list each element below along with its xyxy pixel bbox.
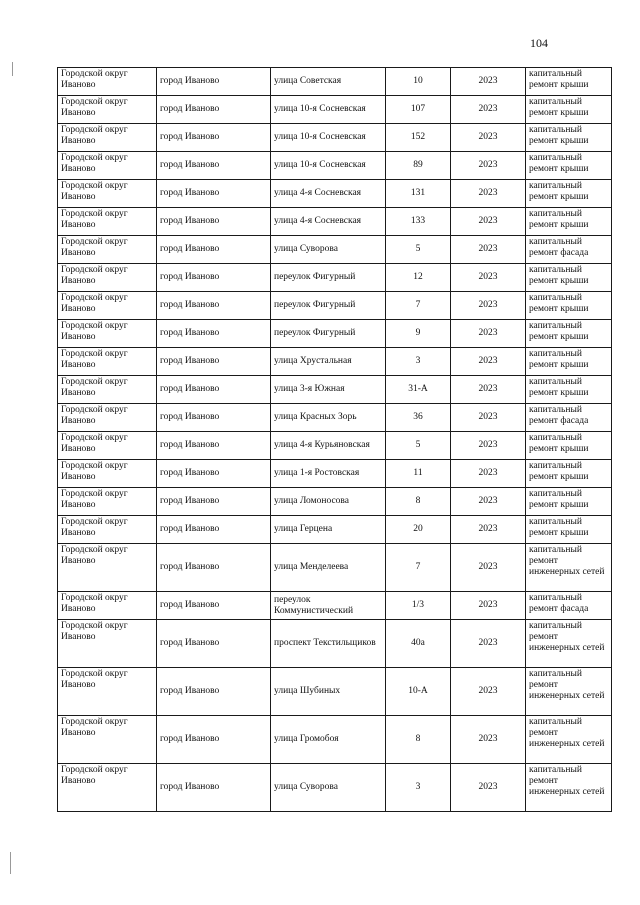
- city-cell: город Иваново: [157, 716, 271, 764]
- district-cell: Городской округ Иваново: [58, 320, 157, 348]
- work-type-cell: капитальный ремонт инженерных сетей: [526, 544, 612, 592]
- house-number-cell: 133: [386, 208, 451, 236]
- house-number-cell: 5: [386, 236, 451, 264]
- street-cell: улица 10-я Сосневская: [271, 96, 386, 124]
- street-cell: улица 4-я Курьяновская: [271, 432, 386, 460]
- district-cell: Городской округ Иваново: [58, 764, 157, 812]
- house-number-cell: 7: [386, 544, 451, 592]
- table-row: [58, 544, 612, 592]
- table-row: [58, 292, 612, 320]
- work-type-cell: капитальный ремонт крыши: [526, 96, 612, 124]
- work-type-cell: капитальный ремонт крыши: [526, 376, 612, 404]
- district-cell: Городской округ Иваново: [58, 432, 157, 460]
- street-cell: улица Суворова: [271, 236, 386, 264]
- street-cell: переулок Фигурный: [271, 320, 386, 348]
- street-cell: улица Суворова: [271, 764, 386, 812]
- table-row: [58, 488, 612, 516]
- district-cell: Городской округ Иваново: [58, 716, 157, 764]
- year-cell: 2023: [451, 488, 526, 516]
- work-type-cell: капитальный ремонт инженерных сетей: [526, 716, 612, 764]
- work-type-cell: капитальный ремонт крыши: [526, 516, 612, 544]
- street-cell: улица 10-я Сосневская: [271, 152, 386, 180]
- table-row: [58, 764, 612, 812]
- table-row: [58, 620, 612, 668]
- work-type-cell: капитальный ремонт фасада: [526, 592, 612, 620]
- table-row: [58, 180, 612, 208]
- year-cell: 2023: [451, 180, 526, 208]
- work-type-cell: капитальный ремонт крыши: [526, 348, 612, 376]
- street-cell: улица Громобоя: [271, 716, 386, 764]
- district-cell: Городской округ Иваново: [58, 460, 157, 488]
- table-row: [58, 236, 612, 264]
- district-cell: Городской округ Иваново: [58, 404, 157, 432]
- house-number-cell: 1/3: [386, 592, 451, 620]
- district-cell: Городской округ Иваново: [58, 376, 157, 404]
- city-cell: город Иваново: [157, 292, 271, 320]
- street-cell: переулок Коммунистический: [271, 592, 386, 620]
- work-type-cell: капитальный ремонт инженерных сетей: [526, 668, 612, 716]
- street-cell: переулок Фигурный: [271, 264, 386, 292]
- work-type-cell: капитальный ремонт крыши: [526, 292, 612, 320]
- year-cell: 2023: [451, 668, 526, 716]
- city-cell: город Иваново: [157, 124, 271, 152]
- year-cell: 2023: [451, 592, 526, 620]
- district-cell: Городской округ Иваново: [58, 68, 157, 96]
- city-cell: город Иваново: [157, 376, 271, 404]
- street-cell: улица Хрустальная: [271, 348, 386, 376]
- street-cell: улица Красных Зорь: [271, 404, 386, 432]
- scan-mark: [10, 852, 11, 874]
- city-cell: город Иваново: [157, 96, 271, 124]
- house-number-cell: 8: [386, 716, 451, 764]
- year-cell: 2023: [451, 292, 526, 320]
- work-type-cell: капитальный ремонт крыши: [526, 488, 612, 516]
- house-number-cell: 8: [386, 488, 451, 516]
- table-row: [58, 668, 612, 716]
- house-number-cell: 9: [386, 320, 451, 348]
- house-number-cell: 36: [386, 404, 451, 432]
- table-row: [58, 404, 612, 432]
- district-cell: Городской округ Иваново: [58, 152, 157, 180]
- year-cell: 2023: [451, 620, 526, 668]
- city-cell: город Иваново: [157, 68, 271, 96]
- city-cell: город Иваново: [157, 348, 271, 376]
- table-row: [58, 208, 612, 236]
- district-cell: Городской округ Иваново: [58, 348, 157, 376]
- work-type-cell: капитальный ремонт крыши: [526, 460, 612, 488]
- year-cell: 2023: [451, 376, 526, 404]
- street-cell: улица Менделеева: [271, 544, 386, 592]
- work-type-cell: капитальный ремонт крыши: [526, 208, 612, 236]
- district-cell: Городской округ Иваново: [58, 544, 157, 592]
- house-number-cell: 152: [386, 124, 451, 152]
- street-cell: улица 3-я Южная: [271, 376, 386, 404]
- street-cell: улица Советская: [271, 68, 386, 96]
- house-number-cell: 5: [386, 432, 451, 460]
- house-number-cell: 7: [386, 292, 451, 320]
- table-row: [58, 348, 612, 376]
- street-cell: переулок Фигурный: [271, 292, 386, 320]
- work-type-cell: капитальный ремонт крыши: [526, 124, 612, 152]
- street-cell: улица 4-я Сосневская: [271, 180, 386, 208]
- work-type-cell: капитальный ремонт крыши: [526, 152, 612, 180]
- district-cell: Городской округ Иваново: [58, 208, 157, 236]
- house-number-cell: 11: [386, 460, 451, 488]
- house-number-cell: 12: [386, 264, 451, 292]
- street-cell: улица 10-я Сосневская: [271, 124, 386, 152]
- year-cell: 2023: [451, 432, 526, 460]
- year-cell: 2023: [451, 68, 526, 96]
- city-cell: город Иваново: [157, 516, 271, 544]
- city-cell: город Иваново: [157, 432, 271, 460]
- house-number-cell: 3: [386, 348, 451, 376]
- city-cell: город Иваново: [157, 320, 271, 348]
- city-cell: город Иваново: [157, 264, 271, 292]
- city-cell: город Иваново: [157, 544, 271, 592]
- house-number-cell: 31-А: [386, 376, 451, 404]
- district-cell: Городской округ Иваново: [58, 592, 157, 620]
- district-cell: Городской округ Иваново: [58, 488, 157, 516]
- district-cell: Городской округ Иваново: [58, 620, 157, 668]
- district-cell: Городской округ Иваново: [58, 292, 157, 320]
- table-body: [58, 68, 612, 812]
- year-cell: 2023: [451, 516, 526, 544]
- house-number-cell: 3: [386, 764, 451, 812]
- house-number-cell: 89: [386, 152, 451, 180]
- year-cell: 2023: [451, 264, 526, 292]
- house-number-cell: 10-А: [386, 668, 451, 716]
- house-number-cell: 20: [386, 516, 451, 544]
- street-cell: улица Ломоносова: [271, 488, 386, 516]
- district-cell: Городской округ Иваново: [58, 236, 157, 264]
- street-cell: улица Герцена: [271, 516, 386, 544]
- work-type-cell: капитальный ремонт крыши: [526, 180, 612, 208]
- street-cell: проспект Текстильщиков: [271, 620, 386, 668]
- table-row: [58, 716, 612, 764]
- work-type-cell: капитальный ремонт инженерных сетей: [526, 620, 612, 668]
- table-row: [58, 460, 612, 488]
- street-cell: улица 1-я Ростовская: [271, 460, 386, 488]
- table-row: [58, 432, 612, 460]
- district-cell: Городской округ Иваново: [58, 124, 157, 152]
- district-cell: Городской округ Иваново: [58, 96, 157, 124]
- house-number-cell: 107: [386, 96, 451, 124]
- housing-repair-table: [57, 67, 612, 812]
- year-cell: 2023: [451, 716, 526, 764]
- work-type-cell: капитальный ремонт фасада: [526, 404, 612, 432]
- table-row: [58, 264, 612, 292]
- city-cell: город Иваново: [157, 404, 271, 432]
- work-type-cell: капитальный ремонт крыши: [526, 432, 612, 460]
- year-cell: 2023: [451, 208, 526, 236]
- house-number-cell: 10: [386, 68, 451, 96]
- street-cell: улица 4-я Сосневская: [271, 208, 386, 236]
- work-type-cell: капитальный ремонт фасада: [526, 236, 612, 264]
- city-cell: город Иваново: [157, 152, 271, 180]
- table-row: [58, 516, 612, 544]
- year-cell: 2023: [451, 124, 526, 152]
- table-row: [58, 152, 612, 180]
- house-number-cell: 40а: [386, 620, 451, 668]
- work-type-cell: капитальный ремонт инженерных сетей: [526, 764, 612, 812]
- street-cell: улица Шубиных: [271, 668, 386, 716]
- year-cell: 2023: [451, 544, 526, 592]
- district-cell: Городской округ Иваново: [58, 668, 157, 716]
- year-cell: 2023: [451, 348, 526, 376]
- work-type-cell: капитальный ремонт крыши: [526, 264, 612, 292]
- page-number: 104: [530, 36, 548, 50]
- city-cell: город Иваново: [157, 180, 271, 208]
- year-cell: 2023: [451, 460, 526, 488]
- year-cell: 2023: [451, 152, 526, 180]
- year-cell: 2023: [451, 764, 526, 812]
- district-cell: Городской округ Иваново: [58, 264, 157, 292]
- city-cell: город Иваново: [157, 592, 271, 620]
- work-type-cell: капитальный ремонт крыши: [526, 68, 612, 96]
- city-cell: город Иваново: [157, 236, 271, 264]
- year-cell: 2023: [451, 404, 526, 432]
- work-type-cell: капитальный ремонт крыши: [526, 320, 612, 348]
- city-cell: город Иваново: [157, 668, 271, 716]
- table-row: [58, 320, 612, 348]
- city-cell: город Иваново: [157, 764, 271, 812]
- year-cell: 2023: [451, 320, 526, 348]
- year-cell: 2023: [451, 236, 526, 264]
- table-row: [58, 376, 612, 404]
- district-cell: Городской округ Иваново: [58, 516, 157, 544]
- district-cell: Городской округ Иваново: [58, 180, 157, 208]
- table-row: [58, 592, 612, 620]
- year-cell: 2023: [451, 96, 526, 124]
- table-row: [58, 68, 612, 96]
- house-number-cell: 131: [386, 180, 451, 208]
- table-row: [58, 96, 612, 124]
- city-cell: город Иваново: [157, 488, 271, 516]
- city-cell: город Иваново: [157, 620, 271, 668]
- scan-mark: [12, 62, 13, 76]
- city-cell: город Иваново: [157, 460, 271, 488]
- city-cell: город Иваново: [157, 208, 271, 236]
- table-row: [58, 124, 612, 152]
